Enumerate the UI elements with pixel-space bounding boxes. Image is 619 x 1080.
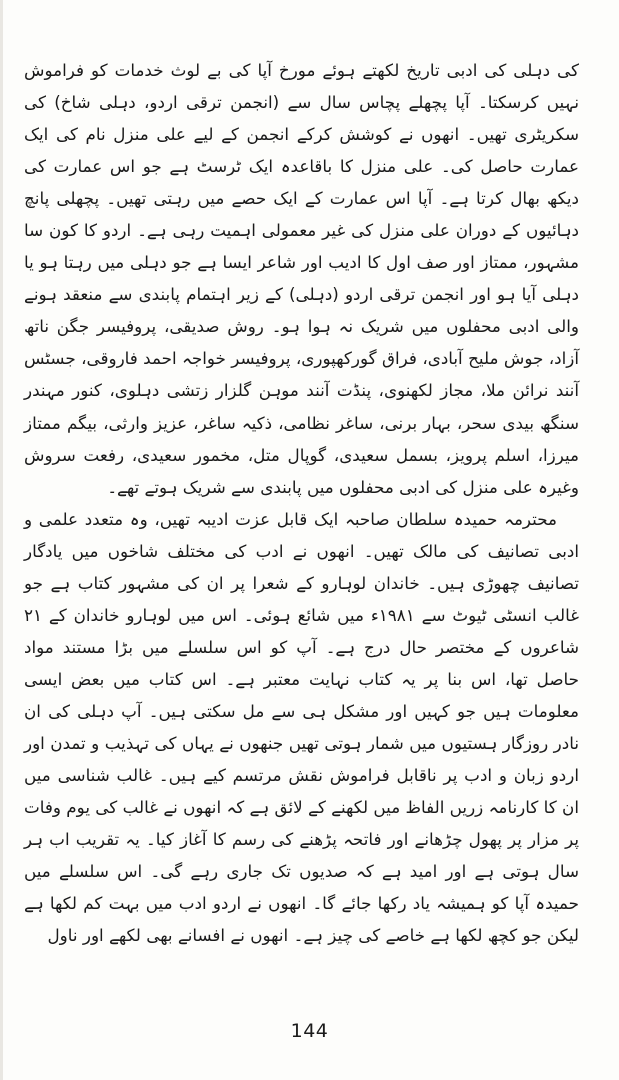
- body-text: [24, 54, 579, 951]
- scan-edge: [0, 0, 3, 1080]
- paragraph-1: کی دہلی کی ادبی تاریخ لکھتے ہوئے مورخ آپا کی بے لوث خدمات کو فراموش نہیں کرسکتا۔ آپا پچھلے پچاس سال سے (انجمن ترقی اردو، دہلی شاخ) کی سکریٹری تھیں۔ انھوں نے کوشش کرکے انجمن کے لیے علی منزل نام کی ایک عمارت حاصل کی۔ علی منزل کا باقاعدہ ایک ٹرسٹ ہے جو اس عمارت کی دیکھ بھال کرتا ہے۔ آپا اس عمارت کے ایک حصے میں رہتی تھیں۔ پچھلی پانچ دہائیوں کے دوران علی منزل کی غیر معمولی اہمیت رہی ہے۔ اردو کا کون سا مشہور، ممتاز اور صف اول کا ادیب اور شاعر ایسا ہے جو دہلی میں رہتا ہو یا دہلی آیا ہو اور انجمن ترقی اردو (دہلی) کے زیر اہتمام پابندی سے منعقد ہونے والی ادبی محفلوں میں شریک نہ ہوا ہو۔ روش صدیقی، پروفیسر جگن ناتھ آزاد، جوش ملیح آبادی، فراق گورکھپوری، پروفیسر خواجہ احمد فاروقی، جسٹس آنند نرائن ملا، مجاز لکھنوی، پنڈت آنند موہن گلزار زتشی دہلوی، کنور مہندر سنگھ بیدی سحر، بہار برنی، ساغر نظامی، ذکیہ ساغر، عزیز وارثی، بیگم ممتاز میرزا، اسلم پرویز، بسمل سعیدی، گوپال متل، مخمور سعیدی، رفعت سروش وغیرہ علی منزل کی ادبی محفلوں میں پابندی سے شریک ہوتے تھے۔: [24, 60, 579, 497]
- paragraph-2: محترمہ حمیدہ سلطان صاحبہ ایک قابل عزت ادیبہ تھیں، وہ متعدد علمی و ادبی تصانیف کی مالک تھیں۔ انھوں نے ادب کی مختلف شاخوں میں یادگار تصانیف چھوڑی ہیں۔ خاندان لوہارو کے شعرا پر ان کی مشہور کتاب ہے جو غالب انسٹی ٹیوٹ سے ۱۹۸۱ء میں شائع ہوئی۔ اس میں لوہارو خاندان کے ۲۱ شاعروں کے مختصر حال درج ہے۔ آپ کو اس سلسلے میں بڑا مستند مواد حاصل تھا، اس بنا پر یہ کتاب نہایت معتبر ہے۔ اس کتاب میں بعض ایسی معلومات ہیں جو کہیں اور مشکل ہی سے مل سکتی ہیں۔ آپ دہلی کی ان نادر روزگار ہستیوں میں شمار ہوتی تھیں جنھوں نے یہاں کی تہذیب و تمدن اور اردو زبان و ادب پر ناقابل فراموش نقش مرتسم کیے ہیں۔ غالب شناسی میں ان کا کارنامہ زریں الفاظ میں لکھنے کے لائق ہے کہ انھوں نے غالب کی یوم وفات پر مزار پر پھول چڑھانے اور فاتحہ پڑھنے کی رسم کا آغاز کیا۔ یہ تقریب اب ہر سال ہوتی ہے اور امید ہے کہ صدیوں تک جاری رہے گی۔ اس سلسلے میں حمیدہ آپا کو ہمیشہ یاد رکھا جائے گا۔ انھوں نے اردو ادب میں بہت کم لکھا ہے لیکن جو کچھ لکھا ہے خاصے کی چیز ہے۔ انھوں نے افسانے بھی لکھے اور ناول: [24, 508, 579, 946]
- page-number: 144: [290, 1020, 329, 1042]
